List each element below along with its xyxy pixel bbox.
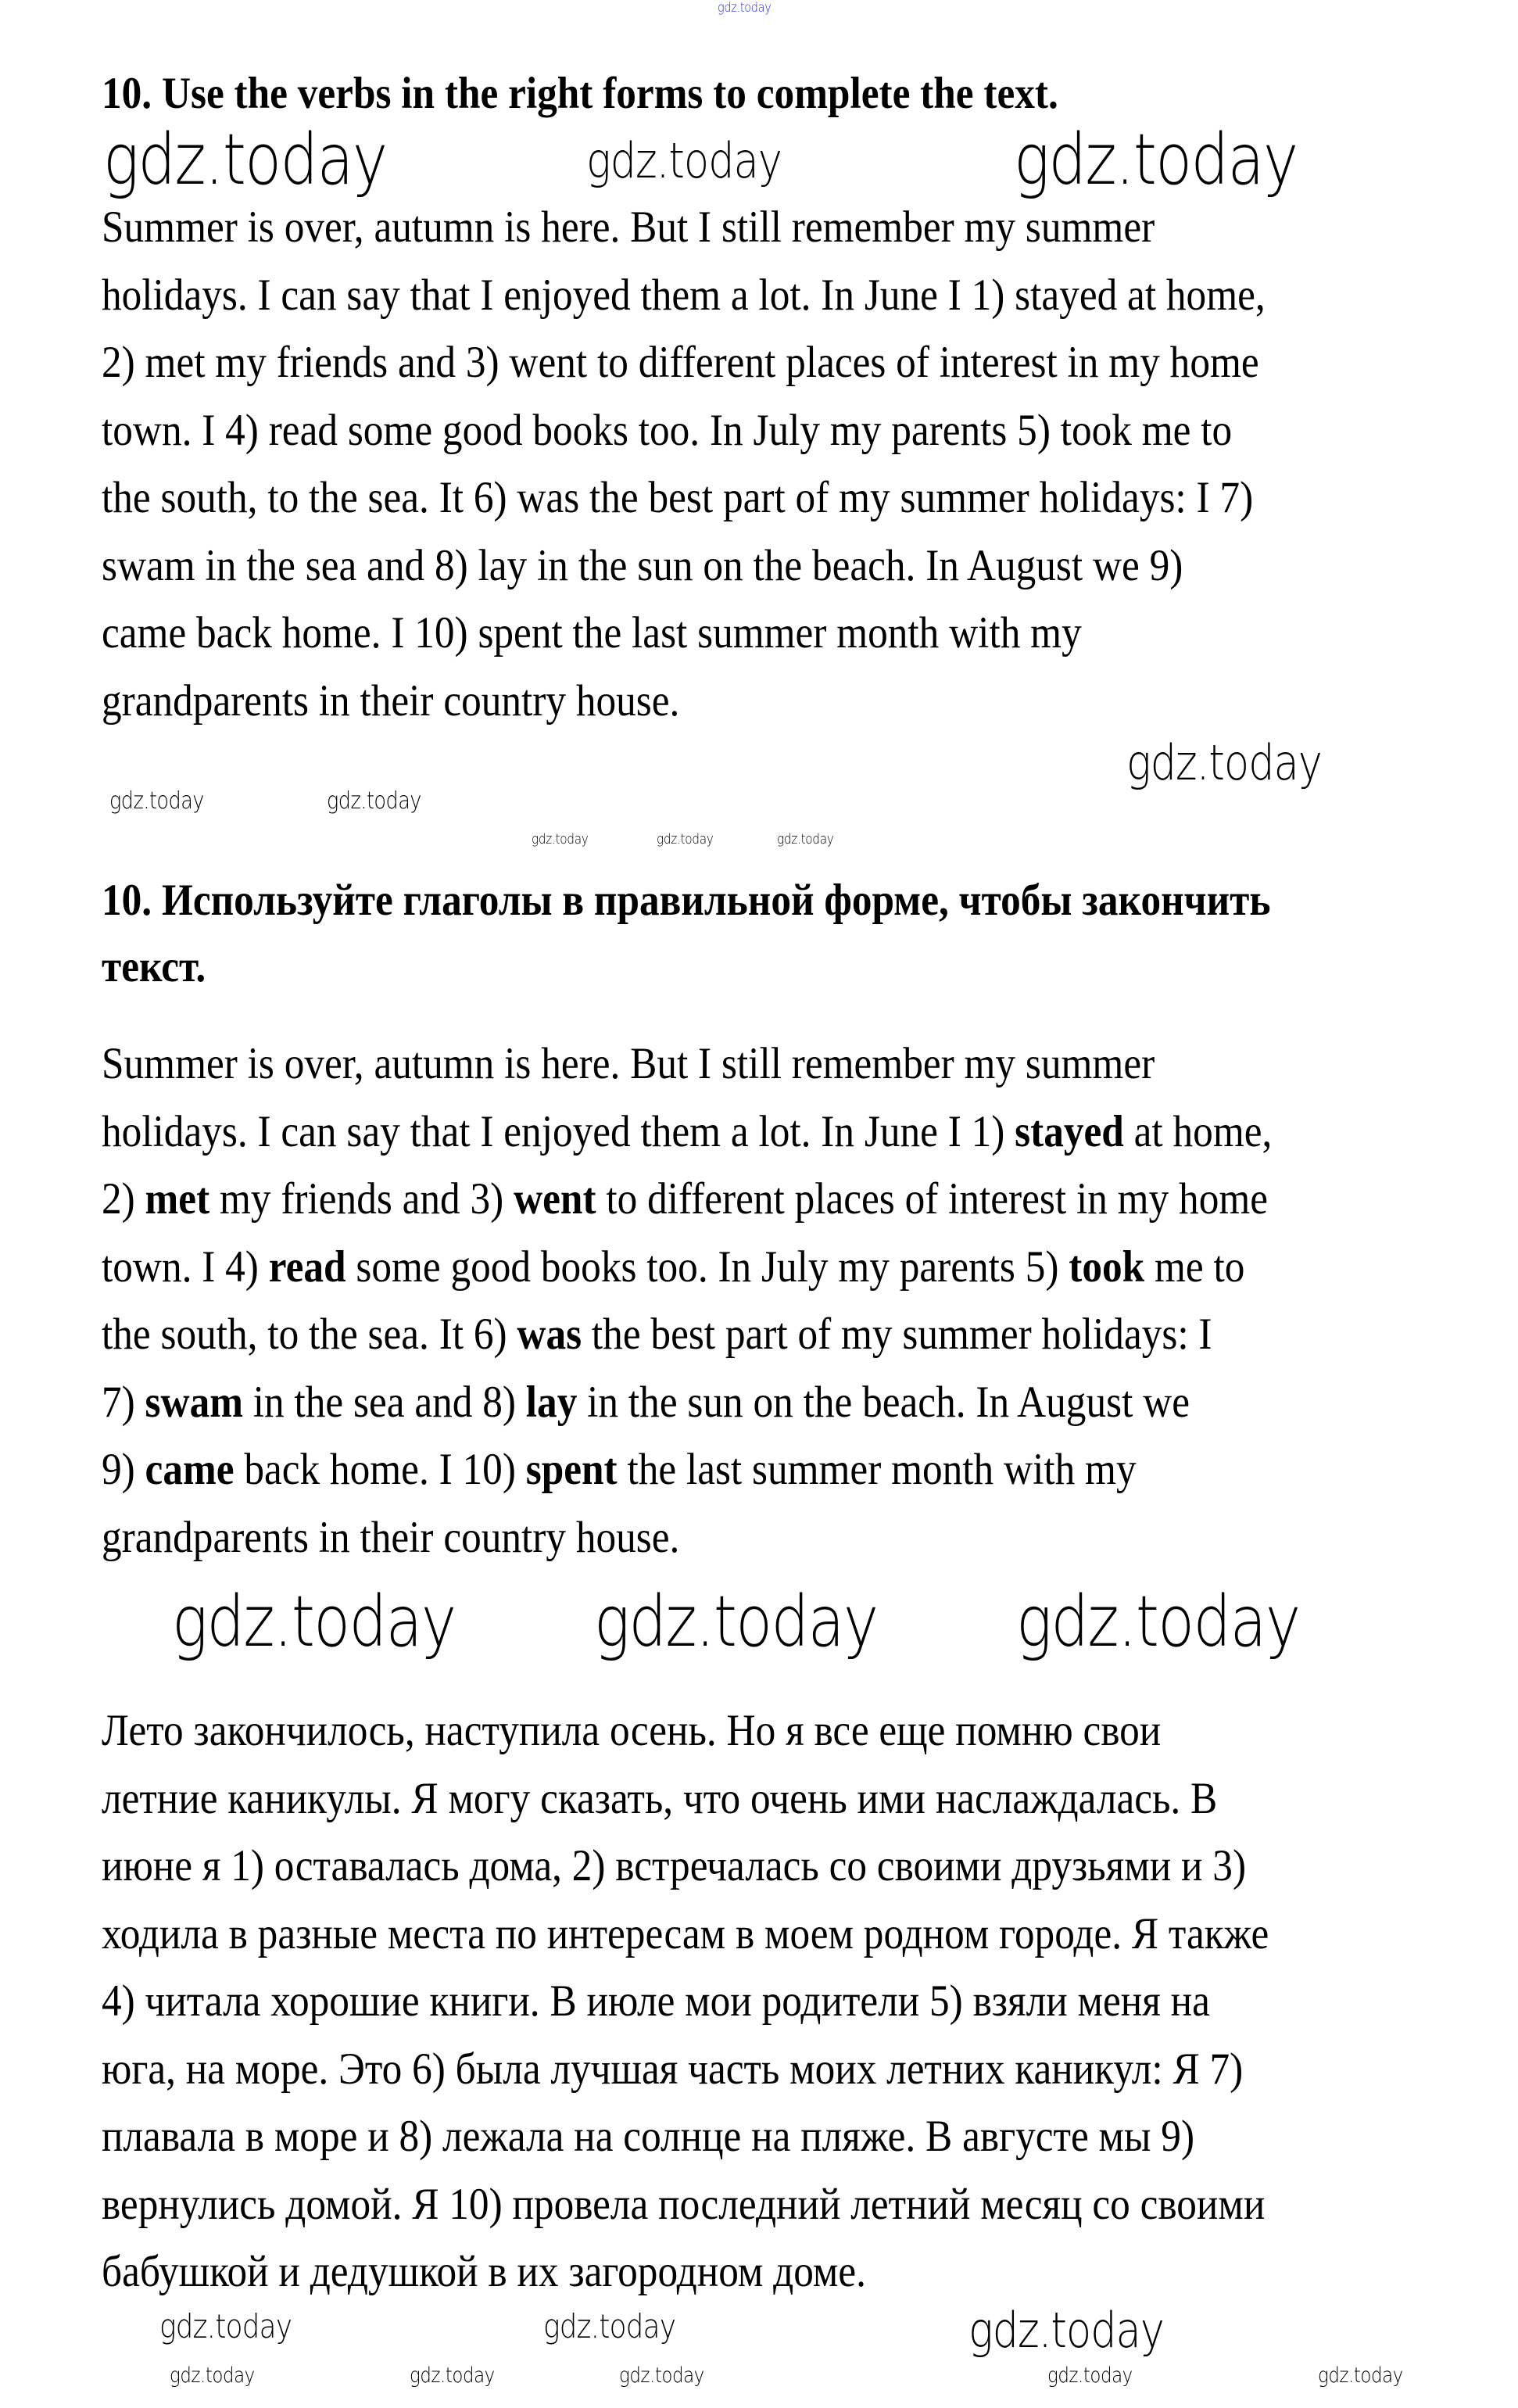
exercise-heading-ru-line-1: 10. Используйте глаголы в правильной форме, чтобы закончить (102, 876, 1271, 925)
answer-line (102, 1240, 1244, 1295)
translation-line-ru: июне я 1) оставалась дома, 2) встречалась со своими друзьями и 3) (102, 1841, 1247, 1890)
exercise-heading-ru-line-2: текст. (102, 942, 206, 991)
watermark: gdz.today (1047, 2363, 1133, 2388)
translation-line-ru: вернулись домой. Я 10) провела последний летний месяц со своими (102, 2179, 1266, 2229)
answer-verb: lay (525, 1377, 578, 1427)
watermark: gdz.today (594, 1581, 878, 1663)
watermark: gdz.today (586, 132, 782, 189)
translation-line-ru: летние каникулы. Я могу сказать, что очень ими наслаждалась. В (102, 1773, 1218, 1823)
answer-line (102, 1105, 1272, 1159)
text-segment: grandparents in their country house. (102, 1512, 680, 1562)
text-segment: 9) (102, 1445, 145, 1494)
text-segment: 2) (102, 1174, 145, 1224)
answer-verb: read (268, 1242, 346, 1292)
watermark: gdz.today (1014, 119, 1298, 201)
watermark: gdz.today (1318, 2363, 1403, 2388)
answer-verb: stayed (1015, 1106, 1124, 1156)
watermark: gdz.today (410, 2363, 495, 2388)
answer-verb: swam (145, 1377, 243, 1427)
exercise-heading-en: 10. Use the verbs in the right forms to complete the text. (102, 69, 1058, 118)
answer-verb: was (517, 1310, 582, 1359)
answer-verb: met (145, 1174, 210, 1224)
answer-line (102, 1442, 1137, 1497)
answer-verb: went (514, 1174, 596, 1224)
watermark: gdz.today (1016, 1581, 1300, 1663)
watermark: gdz.today (327, 787, 421, 815)
text-line-en: Summer is over, autumn is here. But I still remember my summer (102, 202, 1155, 252)
text-line-en: grandparents in their country house. (102, 675, 680, 726)
watermark: gdz.today (172, 1581, 456, 1663)
watermark: gdz.today (1126, 734, 1322, 791)
watermark: gdz.today (543, 2307, 676, 2345)
answer-verb: took (1069, 1242, 1145, 1292)
answer-line (102, 1510, 679, 1565)
text-segment: at home, (1123, 1106, 1273, 1156)
text-line-en: came back home. I 10) spent the last summer month with my (102, 608, 1082, 658)
text-segment: to different places of interest in my home (596, 1174, 1269, 1224)
translation-line-ru: плавала в море и 8) лежала на солнце на пляже. В августе мы 9) (102, 2112, 1195, 2161)
text-line-en: swam in the sea and 8) lay in the sun on the beach. In August we 9) (102, 540, 1183, 590)
text-segment: 7) (102, 1377, 145, 1427)
text-segment: Summer is over, autumn is here. But I still remember my summer (102, 1039, 1155, 1088)
text-line-en: holidays. I can say that I enjoyed them a lot. In June I 1) stayed at home, (102, 270, 1266, 320)
text-segment: some good books too. In July my parents 5) (345, 1242, 1069, 1292)
watermark: gdz.today (619, 2363, 704, 2388)
answer-line (102, 1037, 1155, 1091)
watermark: gdz.today (103, 119, 387, 201)
answer-line (102, 1172, 1268, 1227)
watermark: gdz.today (159, 2307, 292, 2345)
watermark: gdz.today (109, 787, 204, 815)
translation-line-ru: 4) читала хорошие книги. В июле мои родители 5) взяли меня на (102, 1976, 1210, 2026)
watermark: gdz.today (170, 2363, 255, 2388)
answer-verb: came (145, 1445, 235, 1494)
text-segment: the best part of my summer holidays: I (582, 1310, 1212, 1359)
translation-line-ru: Лето закончилось, наступила осень. Но я все еще помню свои (102, 1706, 1162, 1755)
answer-line (102, 1307, 1212, 1362)
translation-line-ru: бабушкой и дедушкой в их загородном доме. (102, 2247, 866, 2296)
watermark: gdz.today (777, 831, 834, 847)
text-segment: town. I 4) (102, 1242, 269, 1292)
translation-line-ru: юга, на море. Это 6) была лучшая часть моих летних каникул: Я 7) (102, 2044, 1244, 2094)
watermark: gdz.today (718, 0, 772, 16)
text-segment: me to (1144, 1242, 1245, 1292)
text-segment: the last summer month with my (617, 1445, 1137, 1494)
text-line-en: town. I 4) read some good books too. In July my parents 5) took me to (102, 405, 1233, 455)
text-segment: back home. I 10) (234, 1445, 526, 1494)
watermark: gdz.today (657, 831, 714, 847)
answer-verb: spent (525, 1445, 618, 1494)
translation-line-ru: ходила в разные места по интересам в моем родном городе. Я также (102, 1908, 1269, 1958)
text-line-en: 2) met my friends and 3) went to different places of interest in my home (102, 338, 1259, 387)
watermark: gdz.today (968, 2302, 1164, 2359)
text-segment: in the sea and 8) (242, 1377, 526, 1427)
text-line-en: the south, to the sea. It 6) was the best part of my summer holidays: I 7) (102, 473, 1254, 522)
text-segment: my friends and 3) (209, 1174, 514, 1224)
text-segment: holidays. I can say that I enjoyed them a lot. In June I 1) (102, 1106, 1015, 1156)
watermark: gdz.today (532, 831, 589, 847)
text-segment: the south, to the sea. It 6) (102, 1310, 517, 1359)
answer-line (102, 1375, 1190, 1430)
text-segment: in the sun on the beach. In August we (577, 1377, 1190, 1427)
